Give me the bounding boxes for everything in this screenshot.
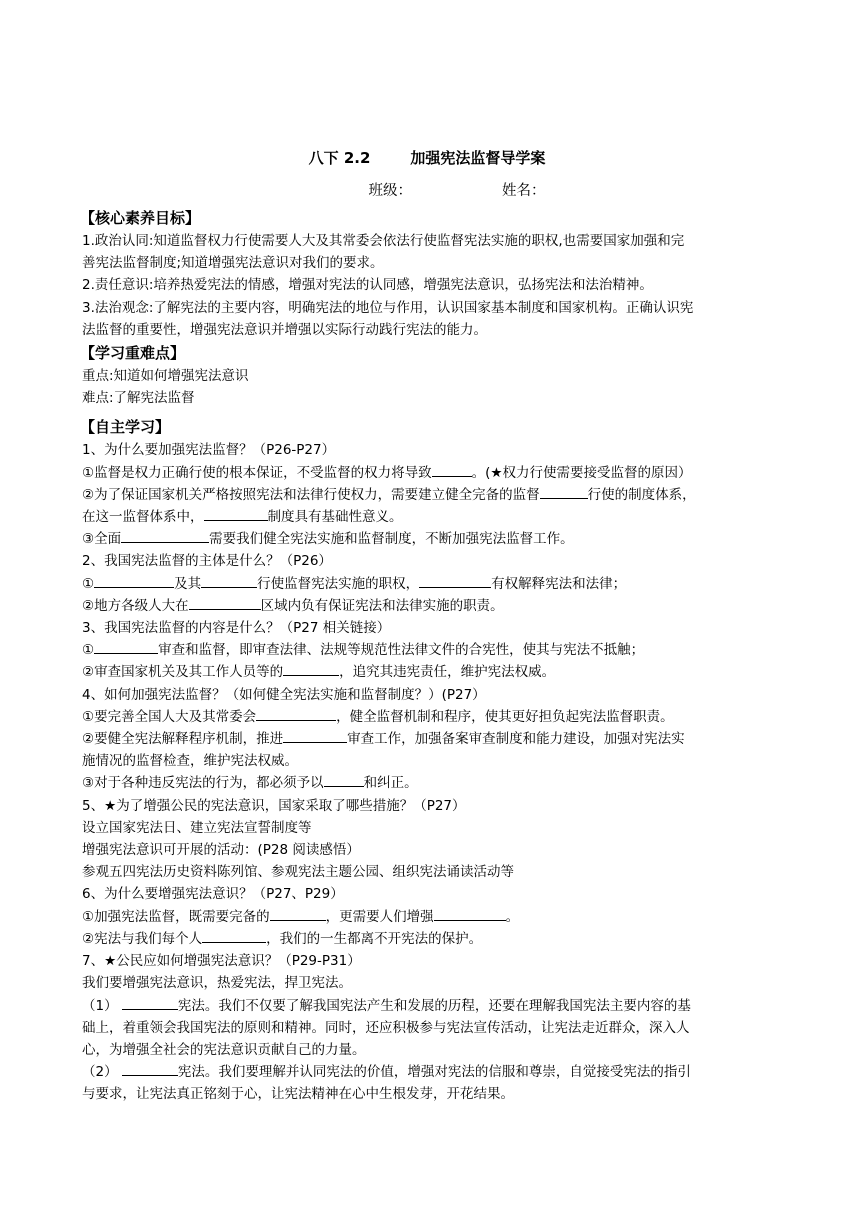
answer-line: ①要完善全国人大及其常委会 ，健全监督机制和程序，使其更好担负起宪法监督职责。	[82, 706, 772, 728]
fill-blank[interactable]	[283, 728, 347, 743]
fill-blank[interactable]	[94, 573, 174, 588]
answer-line: ①监督是权力正确行使的根本保证，不受监督的权力将导致 。(★权力行使需要接受监督的原因）	[82, 462, 772, 484]
answer-line: 增强宪法意识可开展的活动：(P28 阅读感悟）	[82, 842, 360, 859]
answer-line: ①加强宪法监督，既需要完备的 ，更需要人们增强 。	[82, 906, 772, 928]
keypoints-heading: 【学习重难点】	[80, 344, 186, 363]
question-5: 5、★为了增强公民的宪法意识，国家采取了哪些措施？（P27）	[82, 797, 466, 814]
fill-blank[interactable]	[94, 639, 158, 654]
answer-line: （1） 宪法。我们不仅要了解我国宪法产生和发展的历程，还要在理解我国宪法主要内容的基	[82, 995, 772, 1017]
lesson-title: 加强宪法监督导学案	[410, 149, 546, 167]
answer-line: ① 审查和监督，即审查法律、法规等规范性法律文件的合宪性，使其与宪法不抵触；	[82, 639, 772, 661]
fill-blank[interactable]	[122, 1061, 178, 1076]
answer-line: （2） 宪法。我们要理解并认同宪法的价值，增强对宪法的信服和尊崇，自觉接受宪法的指引	[82, 1061, 772, 1083]
answer-line: 心，为增强全社会的宪法意识贡献自己的力量。	[82, 1041, 366, 1058]
fill-blank[interactable]	[189, 595, 261, 610]
keypoint-line: 难点:了解宪法监督	[82, 390, 195, 407]
question-2: 2、我国宪法监督的主体是什么？（P26）	[82, 553, 332, 570]
goal-line: 善宪法监督制度;知道增强宪法意识对我们的要求。	[82, 255, 384, 272]
question-1: 1、为什么要加强宪法监督？（P26-P27）	[82, 442, 336, 459]
fill-blank[interactable]	[434, 906, 506, 921]
fill-blank[interactable]	[204, 506, 268, 521]
keypoint-line: 重点:知道如何增强宪法意识	[82, 368, 249, 385]
student-info	[82, 176, 772, 206]
answer-line: ②审查国家机关及其工作人员等的 ，追究其违宪责任，维护宪法权威。	[82, 661, 772, 683]
fill-blank[interactable]	[201, 573, 257, 588]
answer-line: 参观五四宪法历史资料陈列馆、参观宪法主题公园、组织宪法诵读活动等	[82, 864, 514, 881]
answer-line: ②地方各级人大在 区域内负有保证宪法和法律实施的职责。	[82, 595, 772, 617]
answer-line: 设立国家宪法日、建立宪法宣誓制度等	[82, 819, 312, 836]
answer-line: 在这一监督体系中， 制度具有基础性意义。	[82, 506, 772, 528]
answer-line: ②为了保证国家机关严格按照宪法和法律行使权力，需要建立健全完备的监督 行使的制度体系，	[82, 484, 772, 506]
answer-line: 与要求，让宪法真正铭刻于心，让宪法精神在心中生根发芽，开花结果。	[82, 1086, 514, 1103]
fill-blank[interactable]	[202, 928, 266, 943]
question-3: 3、我国宪法监督的内容是什么？（P27 相关链接）	[82, 620, 391, 637]
goal-line: 法监督的重要性，增强宪法意识并增强以实际行动践行宪法的能力。	[82, 321, 487, 338]
self-study-heading: 【自主学习】	[80, 418, 171, 437]
grade-label: 八下 2.2	[308, 149, 371, 167]
page-title	[82, 140, 772, 176]
goals-heading: 【核心素养目标】	[80, 209, 201, 227]
question-4: 4、如何加强宪法监督？（如何健全宪法实施和监督制度？）(P27）	[82, 686, 486, 703]
answer-line: 础上，着重领会我国宪法的原则和精神。同时，还应积极参与宪法宣传活动，让宪法走近群众，深入人	[82, 1019, 690, 1036]
fill-blank[interactable]	[283, 661, 339, 676]
answer-line: 我们要增强宪法意识，热爱宪法，捍卫宪法。	[82, 975, 352, 992]
goal-line: 3.法治观念:了解宪法的主要内容，明确宪法的地位与作用，认识国家基本制度和国家机构。正确认识宪	[82, 299, 694, 316]
goal-line: 1.政治认同:知道监督权力行使需要人大及其常委会依法行使监督宪法实施的职权,也需要国家加强和完	[82, 233, 685, 249]
answer-line: 施情况的监督检查，维护宪法权威。	[82, 753, 298, 770]
answer-line: ① 及其 行使监督宪法实施的职权， 有权解释宪法和法律；	[82, 573, 772, 595]
class-label: 班级：	[368, 183, 412, 199]
fill-blank[interactable]	[540, 484, 588, 499]
answer-line: ③对于各种违反宪法的行为，都必须予以 和纠正。	[82, 772, 772, 794]
fill-blank[interactable]	[121, 528, 209, 543]
answer-line: ③全面 需要我们健全宪法实施和监督制度，不断加强宪法监督工作。	[82, 528, 772, 550]
fill-blank[interactable]	[122, 995, 178, 1010]
answer-line: ②要健全宪法解释程序机制，推进 审查工作，加强备案审查制度和能力建设，加强对宪法实	[82, 728, 772, 750]
worksheet-page	[82, 140, 772, 1106]
fill-blank[interactable]	[432, 462, 472, 477]
question-7: 7、★公民应如何增强宪法意识？（P29-P31）	[82, 953, 361, 970]
name-label: 姓名：	[502, 183, 546, 199]
question-6: 6、为什么要增强宪法意识？（P27、P29）	[82, 886, 344, 903]
fill-blank[interactable]	[324, 772, 364, 787]
fill-blank[interactable]	[270, 906, 326, 921]
fill-blank[interactable]	[256, 706, 336, 721]
fill-blank[interactable]	[419, 573, 491, 588]
goal-line: 2.责任意识:培养热爱宪法的情感，增强对宪法的认同感，增强宪法意识，弘扬宪法和法治精神。	[82, 277, 653, 294]
answer-line: ②宪法与我们每个人 ，我们的一生都离不开宪法的保护。	[82, 928, 772, 950]
